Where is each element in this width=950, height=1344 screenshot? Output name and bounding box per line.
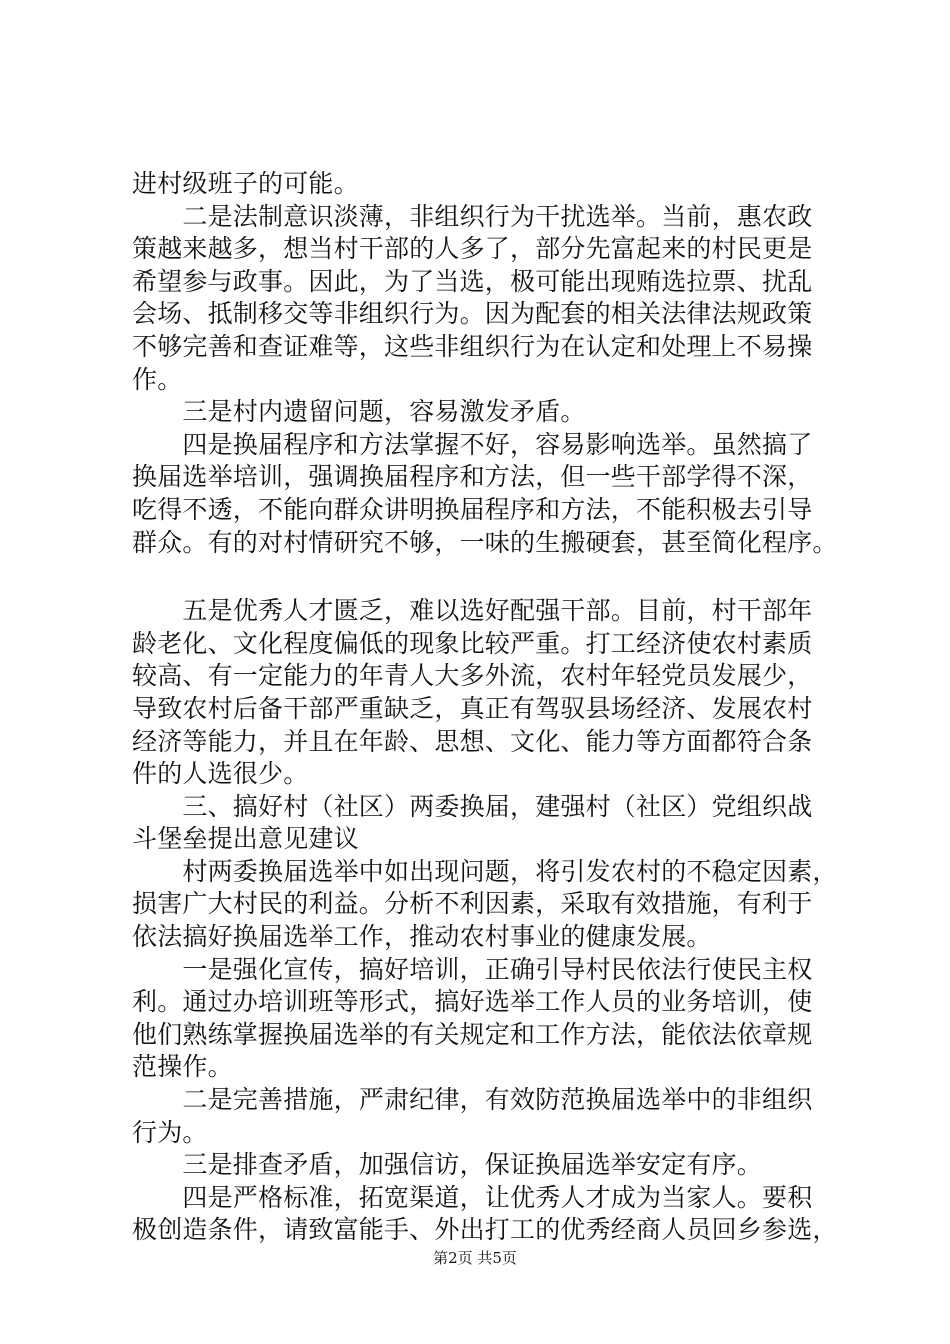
text-line: 范操作。 [132, 1052, 233, 1082]
document-body [132, 168, 842, 1247]
text-line: 吃得不透，不能向群众讲明换届程序和方法，不能积极去引导 [132, 494, 813, 524]
text-line: 损害广大村民的利益。分析不利因素，采取有效措施，有利于 [132, 889, 813, 919]
text-line: 希望参与政事。因此，为了当选，极可能出现贿选拉票、扰乱 [132, 266, 813, 296]
section-heading: 斗堡垒提出意见建议 [132, 824, 359, 854]
text-line: 一是强化宣传，搞好培训，正确引导村民依法行使民主权 [132, 954, 813, 984]
text-line: 行为。 [132, 1117, 208, 1147]
text-line: 他们熟练掌握换届选举的有关规定和工作方法，能依法依章规 [132, 1019, 813, 1049]
text-line: 经济等能力，并且在年龄、思想、文化、能力等方面都符合条 [132, 726, 813, 756]
page-number-footer: 第2页 共5页 [433, 1249, 517, 1267]
text-line: 四是严格标准，拓宽渠道，让优秀人才成为当家人。要积 [132, 1182, 813, 1212]
text-line: 三是排查矛盾，加强信访，保证换届选举安定有序。 [132, 1150, 763, 1180]
text-line: 二是完善措施，严肃纪律，有效防范换届选举中的非组织 [132, 1085, 813, 1115]
paragraph-gap [132, 559, 842, 595]
text-line: 利。通过办培训班等形式，搞好选举工作人员的业务培训，使 [132, 987, 813, 1017]
text-line: 换届选举培训，强调换届程序和方法，但一些干部学得不深， [132, 462, 813, 492]
text-line: 进村级班子的可能。 [132, 169, 359, 198]
text-line: 二是法制意识淡薄，非组织行为干扰选举。当前，惠农政 [132, 201, 813, 231]
text-line: 件的人选很少。 [132, 759, 309, 789]
text-line: 较高、有一定能力的年青人大多外流，农村年轻党员发展少， [132, 661, 813, 691]
text-line: 龄老化、文化程度偏低的现象比较严重。打工经济使农村素质 [132, 628, 813, 658]
text-line: 作。 [132, 364, 183, 394]
section-heading: 三、搞好村（社区）两委换届，建强村（社区）党组织战 [132, 791, 813, 821]
text-line: 极创造条件，请致富能手、外出打工的优秀经商人员回乡参选， [132, 1215, 838, 1245]
text-line: 不够完善和查证难等，这些非组织行为在认定和处理上不易操 [132, 331, 813, 361]
text-block-1 [132, 168, 842, 559]
text-line: 村两委换届选举中如出现问题，将引发农村的不稳定因素， [132, 856, 838, 886]
text-line: 策越来越多，想当村干部的人多了，部分先富起来的村民更是 [132, 234, 813, 264]
text-block-2 [132, 595, 842, 1247]
text-line: 导致农村后备干部严重缺乏，真正有驾驭县场经济、发展农村 [132, 693, 813, 723]
text-line: 会场、抵制移交等非组织行为。因为配套的相关法律法规政策 [132, 299, 813, 329]
text-line: 依法搞好换届选举工作，推动农村事业的健康发展。 [132, 922, 712, 952]
text-line: 三是村内遗留问题，容易激发矛盾。 [132, 397, 586, 427]
text-line: 四是换届程序和方法掌握不好，容易影响选举。虽然搞了 [132, 429, 813, 459]
text-line: 五是优秀人才匮乏，难以选好配强干部。目前，村干部年 [132, 596, 813, 626]
text-line: 群众。有的对村情研究不够，一味的生搬硬套，甚至简化程序。 [132, 527, 838, 557]
